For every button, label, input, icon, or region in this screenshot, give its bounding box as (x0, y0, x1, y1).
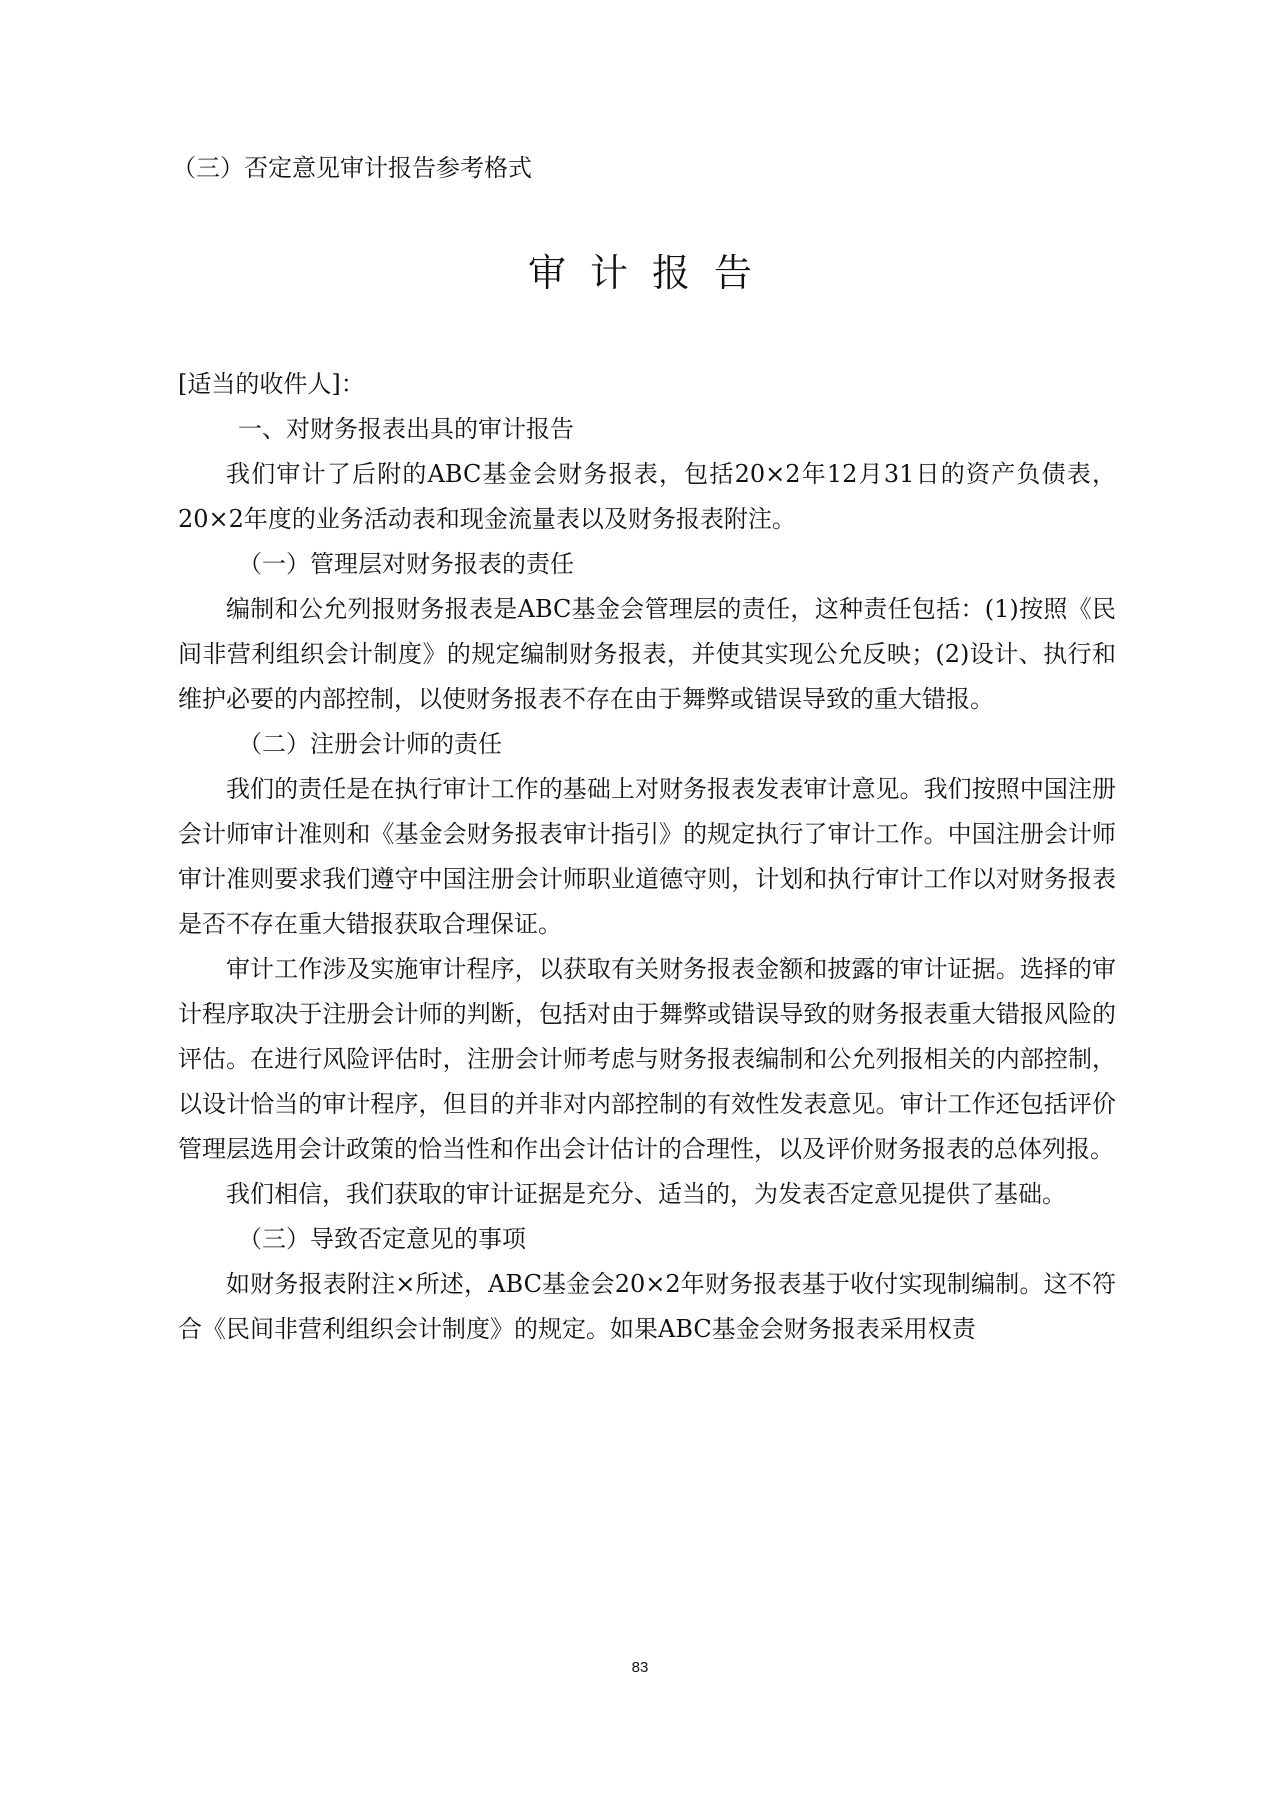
paragraph-audit-procedures: 审计工作涉及实施审计程序，以获取有关财务报表金额和披露的审计证据。选择的审计程序取决于注册会计师的判断，包括对由于舞弊或错误导致的财务报表重大错报风险的评估。在进行风险评估时，注册会计师考虑与财务报表编制和公允列报相关的内部控制，以设计恰当的审计程序，但目的并非对内部控制的有效性发表意见。审计工作还包括评价管理层选用会计政策的恰当性和作出会计估计的合理性，以及评价财务报表的总体列报。 (178, 955, 1116, 1163)
subheading-management-responsibility: （一）管理层对财务报表的责任 (238, 550, 574, 578)
paragraph-basis-for-adverse-opinion: 如财务报表附注×所述，ABC基金会20×2年财务报表基于收付实现制编制。这不符合《民间非营利组织会计制度》的规定。如果ABC基金会财务报表采用权责 (178, 1270, 1116, 1343)
addressee-line: [适当的收件人]： (178, 370, 365, 398)
subheading-basis-for-adverse-opinion: （三）导致否定意见的事项 (238, 1225, 526, 1253)
subheading-audit-report: 一、对财务报表出具的审计报告 (238, 415, 574, 443)
paragraph-auditor-responsibility: 我们的责任是在执行审计工作的基础上对财务报表发表审计意见。我们按照中国注册会计师审计准则和《基金会财务报表审计指引》的规定执行了审计工作。中国注册会计师审计准则要求我们遵守中国注册会计师职业道德守则，计划和执行审计工作以对财务报表是否不存在重大错报获取合理保证。 (178, 775, 1116, 938)
subheading-auditor-responsibility: （二）注册会计师的责任 (238, 730, 502, 758)
section-heading: （三）否定意见审计报告参考格式 (172, 154, 532, 182)
page-number: 83 (631, 1659, 649, 1676)
body-text (178, 362, 1116, 1352)
document-title: 审计报告 (527, 251, 776, 295)
paragraph-audit-evidence: 我们相信，我们获取的审计证据是充分、适当的，为发表否定意见提供了基础。 (226, 1180, 1066, 1208)
paragraph-management-responsibility: 编制和公允列报财务报表是ABC基金会管理层的责任，这种责任包括：(1)按照《民间非营利组织会计制度》的规定编制财务报表，并使其实现公允反映；(2)设计、执行和维护必要的内部控制，以使财务报表不存在由于舞弊或错误导致的重大错报。 (178, 595, 1116, 713)
paragraph-scope: 我们审计了后附的ABC基金会财务报表，包括20×2年12月31日的资产负债表，20×2年度的业务活动表和现金流量表以及财务报表附注。 (178, 460, 1116, 533)
